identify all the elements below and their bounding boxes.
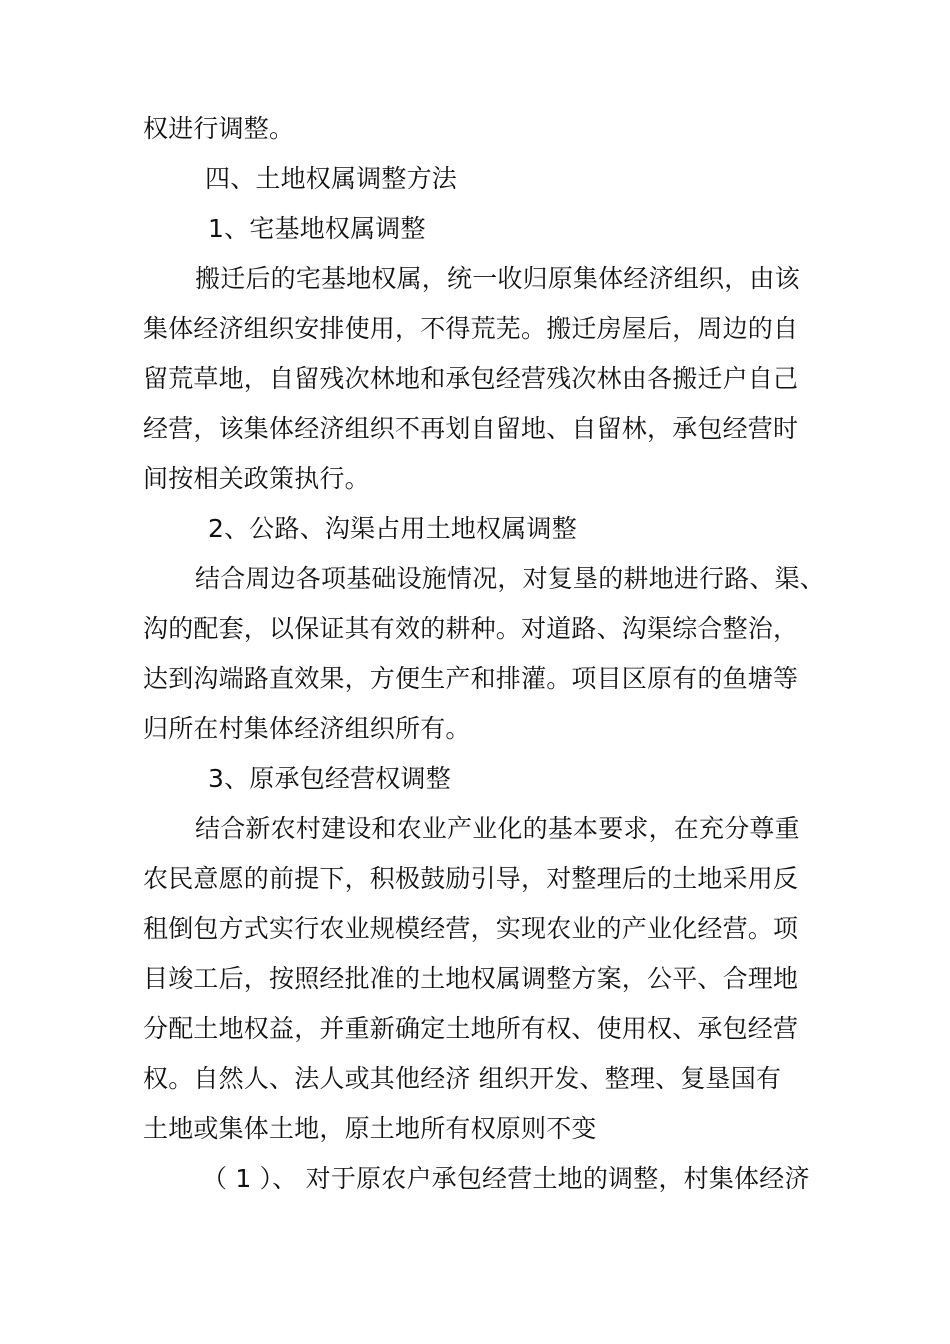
section-heading: 四、土地权属调整方法 xyxy=(205,164,458,193)
text-line: 土地或集体土地，原土地所有权原则不变 xyxy=(143,1114,597,1143)
text-line: 达到沟端路直效果，方便生产和排灌。项目区原有的鱼塘等 xyxy=(143,664,799,693)
text-line: 结合新农村建设和农业产业化的基本要求，在充分尊重 xyxy=(195,814,800,843)
text-line: 权进行调整。 xyxy=(143,114,295,143)
text-line: 目竣工后，按照经批准的土地权属调整方案，公平、合理地 xyxy=(143,964,799,993)
subsection-heading: 1、宅基地权属调整 xyxy=(208,214,426,243)
text-line: 租倒包方式实行农业规模经营，实现农业的产业化经营。项 xyxy=(143,914,799,943)
text-line: 集体经济组织安排使用，不得荒芜。搬迁房屋后，周边的自 xyxy=(143,314,799,343)
subsection-heading: 3、原承包经营权调整 xyxy=(208,764,451,793)
text-line: 农民意愿的前提下，积极鼓励引导，对整理后的土地采用反 xyxy=(143,864,799,893)
subsection-heading: 2、公路、沟渠占用土地权属调整 xyxy=(208,514,577,543)
text-line: 留荒草地，自留残次林地和承包经营残次林由各搬迁户自己 xyxy=(143,364,799,393)
text-line: 搬迁后的宅基地权属，统一收归原集体经济组织，由该 xyxy=(195,264,800,293)
list-item-line: （ 1 ）、 对于原农户承包经营土地的调整，村集体经济 xyxy=(202,1164,810,1193)
text-line: 间按相关政策执行。 xyxy=(143,464,370,493)
text-line: 分配土地权益，并重新确定土地所有权、使用权、承包经营 xyxy=(143,1014,799,1043)
text-line: 结合周边各项基础设施情况，对复垦的耕地进行路、渠、 xyxy=(195,564,826,593)
text-line: 权。自然人、法人或其他经济 组织开发、整理、复垦国有 xyxy=(143,1064,782,1093)
text-line: 沟的配套，以保证其有效的耕种。对道路、沟渠综合整治， xyxy=(143,614,799,643)
text-line: 归所在村集体经济组织所有。 xyxy=(143,714,471,743)
text-line: 经营，该集体经济组织不再划自留地、自留林，承包经营时 xyxy=(143,414,799,443)
